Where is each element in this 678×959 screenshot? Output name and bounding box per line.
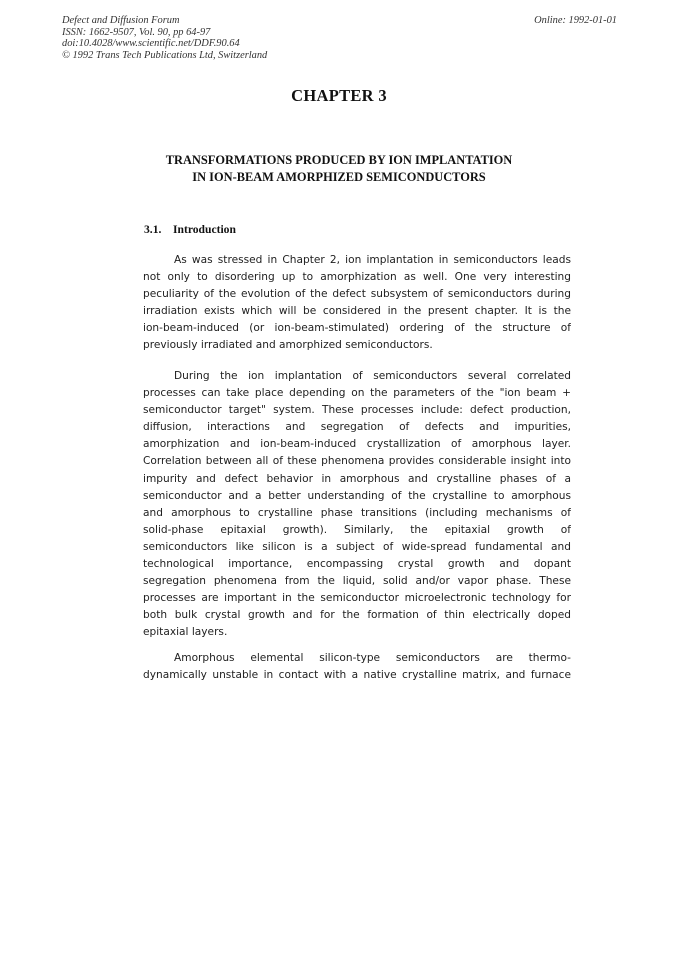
text-line: semiconductor and a better understanding of the crystalline to amorphous (143, 489, 571, 502)
paragraph-3 (143, 650, 571, 684)
paragraph-1 (143, 252, 571, 355)
text-line: both bulk crystal growth and for the formation of thin electrically doped (143, 609, 571, 622)
doi-line: doi:10.4028/www.scientific.net/DDF.90.64 (62, 38, 240, 50)
text-line: semiconductors like silicon is a subject of wide-spread fundamental and (143, 540, 571, 553)
text-line: solid-phase epitaxial growth). Similarly, the epitaxial growth of (143, 523, 571, 536)
text-line: During the ion implantation of semiconductors several correlated (174, 370, 571, 382)
text-line: ion-beam-induced (or ion-beam-stimulated) ordering of the structure of (143, 322, 571, 335)
section-heading (144, 223, 236, 236)
text-line: previously irradiated and amorphized semiconductors. (143, 339, 433, 352)
text-line: impurity and defect behavior in amorphous and crystalline phases of a (143, 472, 571, 485)
section-title: Introduction (173, 223, 236, 236)
text-line: Amorphous elemental silicon-type semiconductors are thermo- (174, 652, 571, 664)
text-line: semiconductor target" system. These processes include: defect production, (143, 404, 571, 417)
text-line: diffusion, interactions and segregation of defects and impurities, (143, 421, 571, 434)
text-line: irradiation exists which will be considered in the present chapter. It is the (143, 305, 571, 318)
issn-line: ISSN: 1662-9507, Vol. 90, pp 64-97 (62, 26, 211, 38)
text-line: peculiarity of the evolution of the defect subsystem of semiconductors during (143, 288, 571, 301)
text-line: not only to disordering up to amorphization as well. One very interesting (143, 271, 571, 284)
text-line: epitaxial layers. (143, 626, 228, 639)
citation-header (62, 15, 267, 61)
text-line: and amorphous to crystalline phase transitions (including mechanisms of (143, 506, 571, 519)
text-line: processes are important in the semiconductor microelectronic technology for (143, 592, 571, 605)
copyright-line: © 1992 Trans Tech Publications Ltd, Switzerland (62, 49, 268, 61)
text-line: segregation phenomena from the liquid, solid and/or vapor phase. These (143, 575, 571, 588)
journal-name: Defect and Diffusion Forum (62, 15, 180, 26)
chapter-subtitle (0, 152, 678, 186)
text-line: amorphization and ion-beam-induced crystallization of amorphous layer. (143, 438, 571, 451)
paragraph-2 (143, 368, 571, 642)
chapter-subtitle-line-2: IN ION-BEAM AMORPHIZED SEMICONDUCTORS (192, 170, 486, 184)
text-line: processes can take place depending on the parameters of the "ion beam + (143, 387, 571, 400)
text-line: Correlation between all of these phenomena provides considerable insight into (143, 455, 571, 468)
text-line: dynamically unstable in contact with a native crystalline matrix, and furnace (143, 669, 571, 682)
text-line: technological importance, encompassing crystal growth and dopant (143, 558, 571, 571)
text-line: As was stressed in Chapter 2, ion implantation in semiconductors leads (174, 254, 571, 266)
chapter-subtitle-line-1: TRANSFORMATIONS PRODUCED BY ION IMPLANTATION (165, 153, 513, 167)
chapter-title: CHAPTER 3 (291, 86, 387, 105)
section-number: 3.1. (144, 223, 162, 236)
online-date: Online: 1992-01-01 (534, 15, 617, 26)
